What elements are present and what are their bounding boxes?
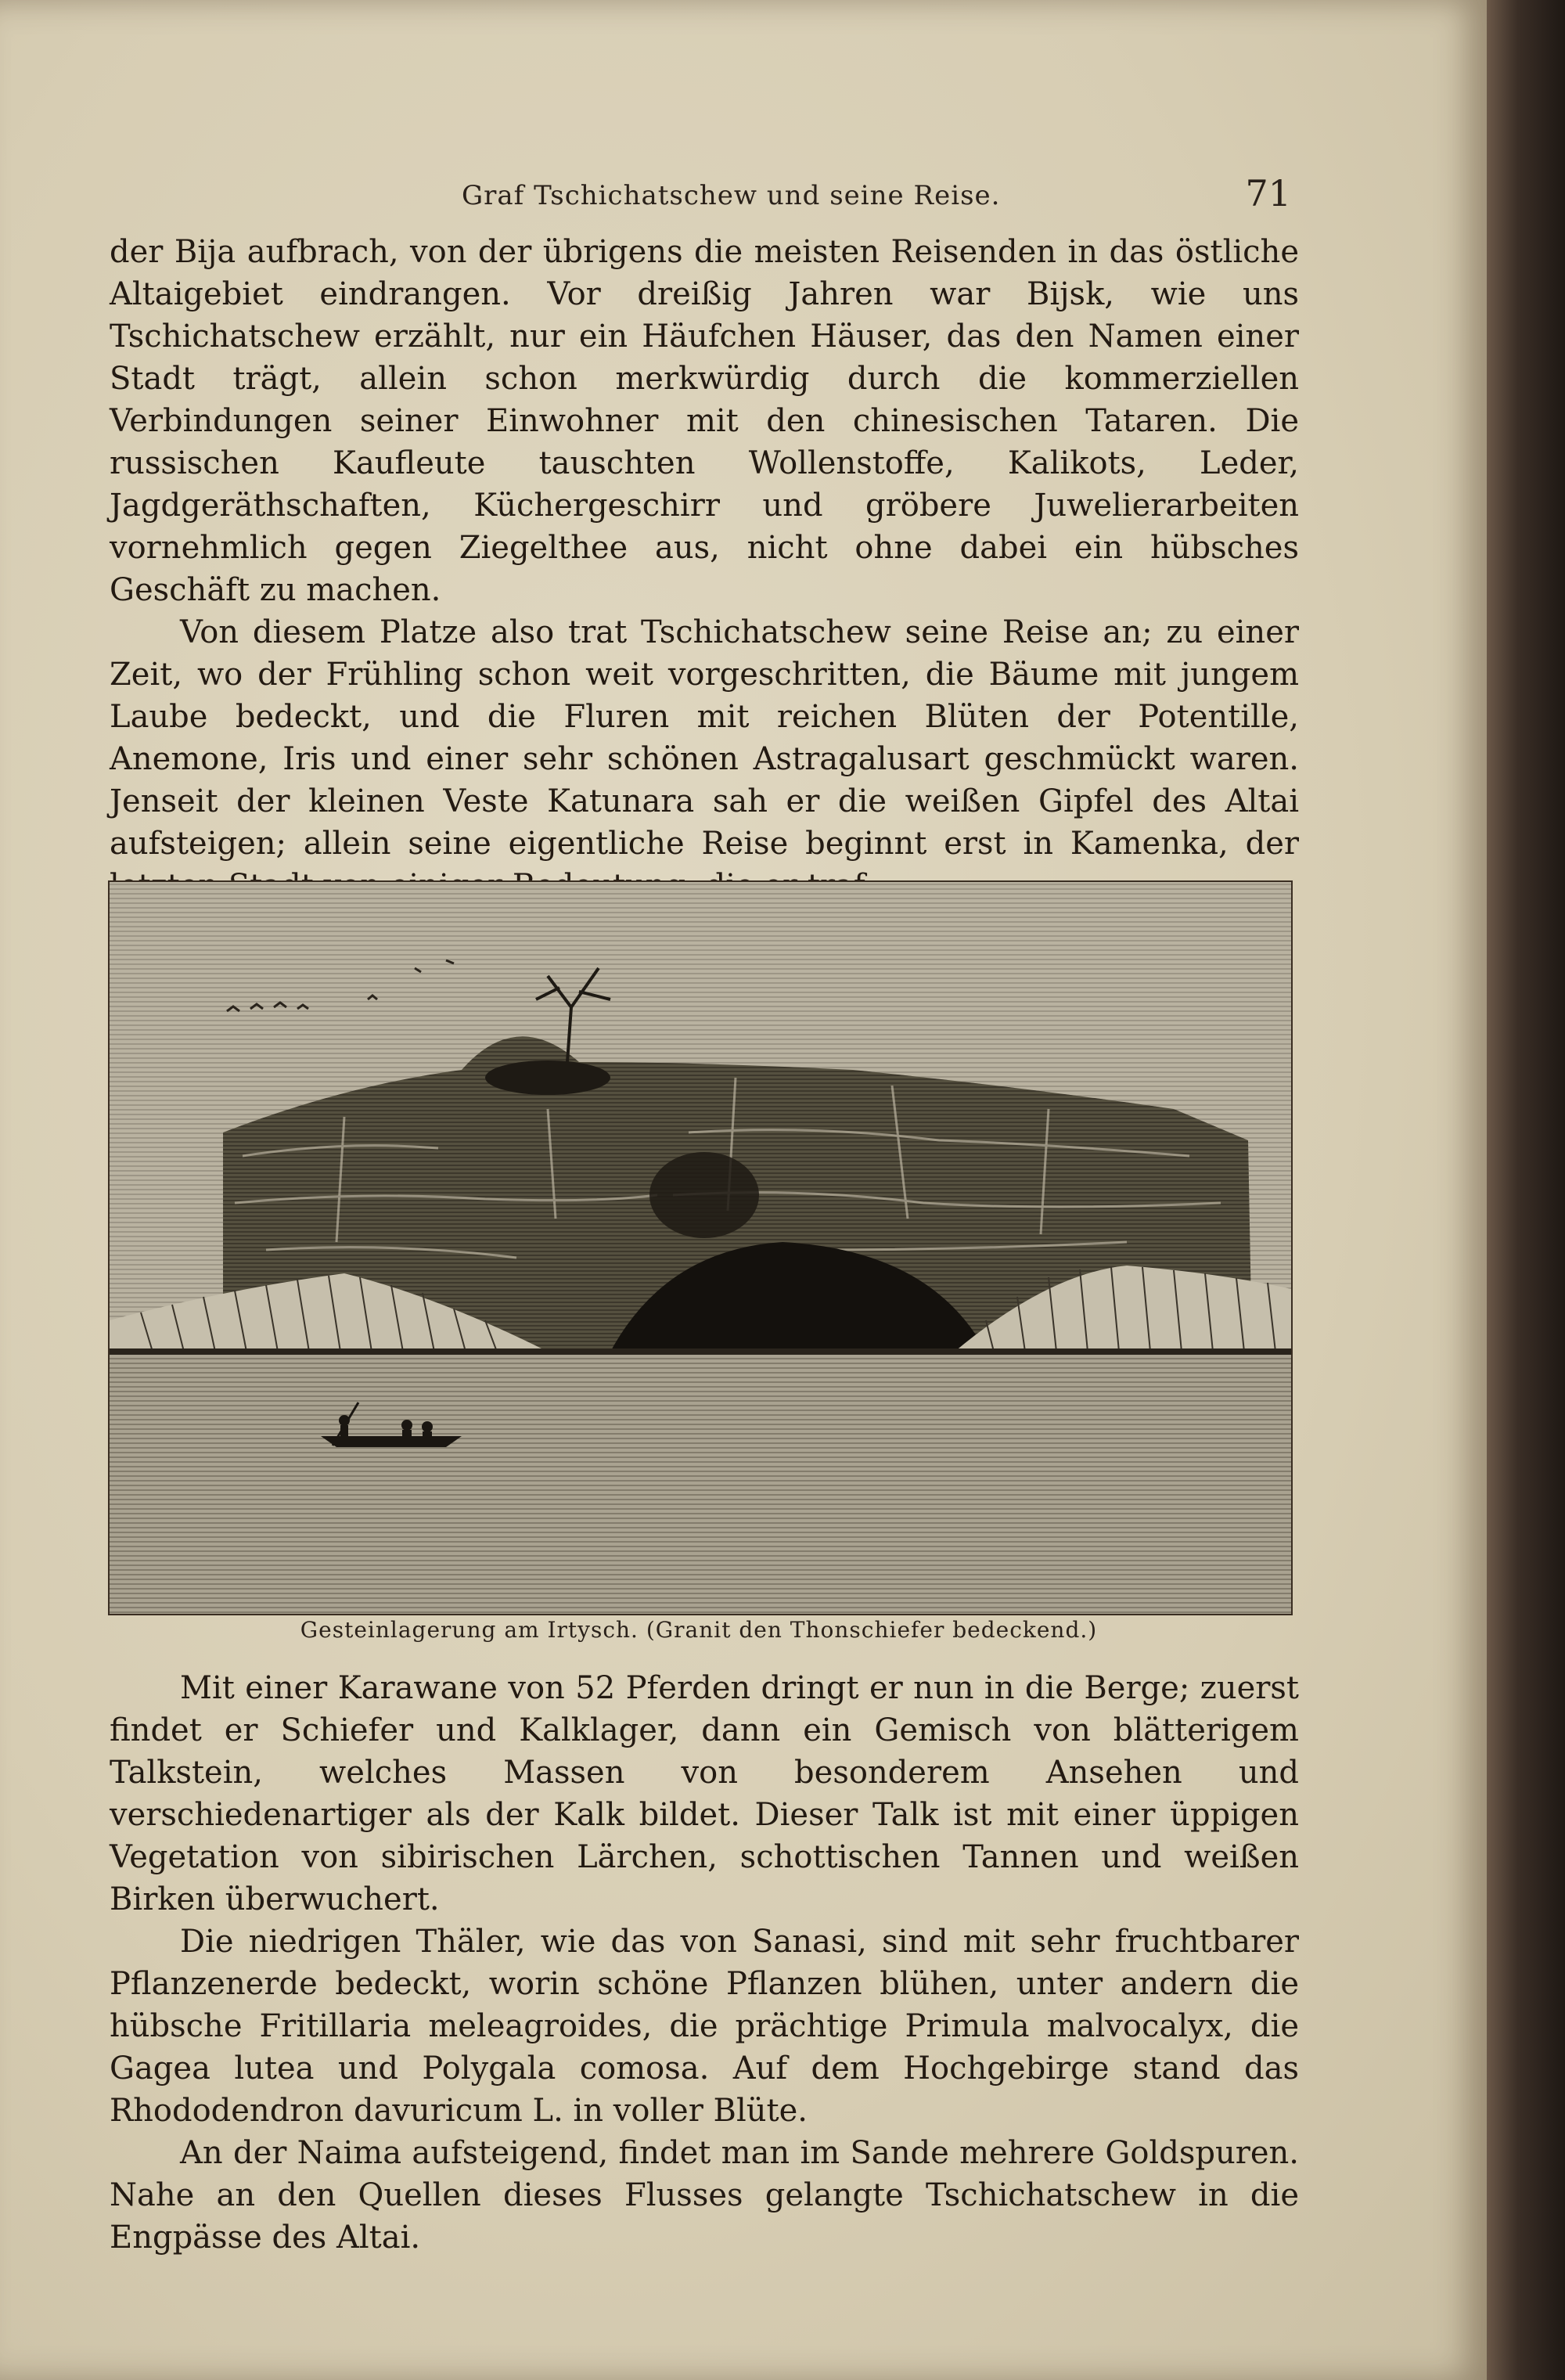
top-text-block — [110, 231, 1299, 907]
book-cover-edge — [1487, 0, 1565, 2380]
running-title: Graf Tschichatschew und seine Reise. — [462, 180, 1001, 211]
bottom-text-block — [110, 1667, 1299, 2259]
paragraph: Von diesem Platze also trat Tschichatschew seine Reise an; zu einer Zeit, wo der Frühling schon weit vorgeschritten, die Bäume mit jungem Laube bedeckt, und die Fluren mit reichen Blüten der Potentille, Anemone, Iris und einer sehr schönen Astragalusart geschmückt waren. Jenseit der kleinen Veste Katunara sah er die weißen Gipfel des Altai aufsteigen; allein seine eigentliche Reise beginnt erst in Kamenka, der — [110, 614, 1299, 862]
paragraph: An der Naima aufsteigend, findet man im Sande mehrere Goldspuren. Nahe an den Quellen dieses Flusses gelangte Tschichatschew in die Engpässe des Altai. — [110, 2135, 1299, 2256]
paragraph: Die niedrigen Thäler, wie das von Sanasi, sind mit sehr fruchtbarer Pflanzenerde bedeckt, worin schöne Pflanzen blühen, unter andern die hübsche Fritillaria meleagroides, die prächtige Primula malvocalyx, die Gagea lutea und Polygala comosa. Auf dem Hochgebirge stand das Rhododendron davuricum L. in voller Blüte. — [110, 1924, 1299, 2129]
paragraph: der Bija aufbrach, von der übrigens die meisten Reisenden in das östliche Altaigebiet eindrangen. Vor dreißig Jahren war Bijsk, wie uns Tschichatschew erzählt, nur ein Häufchen Häuser, das den Namen einer Stadt trägt, allein schon merkwürdig durch die kommerziellen Verbindungen seiner Einwohner mit den chinesischen Tataren. Die russischen Kaufleute tauschten Wollenstoffe, Kalikots, Leder, Jagdgeräthschaften, Küchergeschirr und gröbere Juwelierarbeiten vornehmlich gegen Ziegelthee aus, nicht ohne dabei ein hübsches Geschäft zu machen. — [110, 234, 1299, 608]
shrub — [485, 1060, 610, 1095]
engraving-rock-formation — [110, 882, 1291, 1614]
paragraph: Mit einer Karawane von 52 Pferden dringt er nun in die Berge; zuerst findet er Schiefer und Kalklager, dann ein Gemisch von blätterigem Talkstein, welches Massen von besonderem Ansehen und verschiedenartiger als der Kalk bildet. Dieser Talk ist mit einer üppigen Vegetation von sibirischen Lärchen, schottischen Tannen und weißen Birken überwuchert. — [110, 1670, 1299, 1917]
figure-caption: Gesteinlagerung am Irtysch. (Granit den Thonschiefer bedeckend.) — [300, 1617, 1098, 1643]
page-number: 71 — [1245, 172, 1291, 214]
engraving-illustration — [108, 880, 1293, 1615]
page-header — [117, 172, 1291, 219]
